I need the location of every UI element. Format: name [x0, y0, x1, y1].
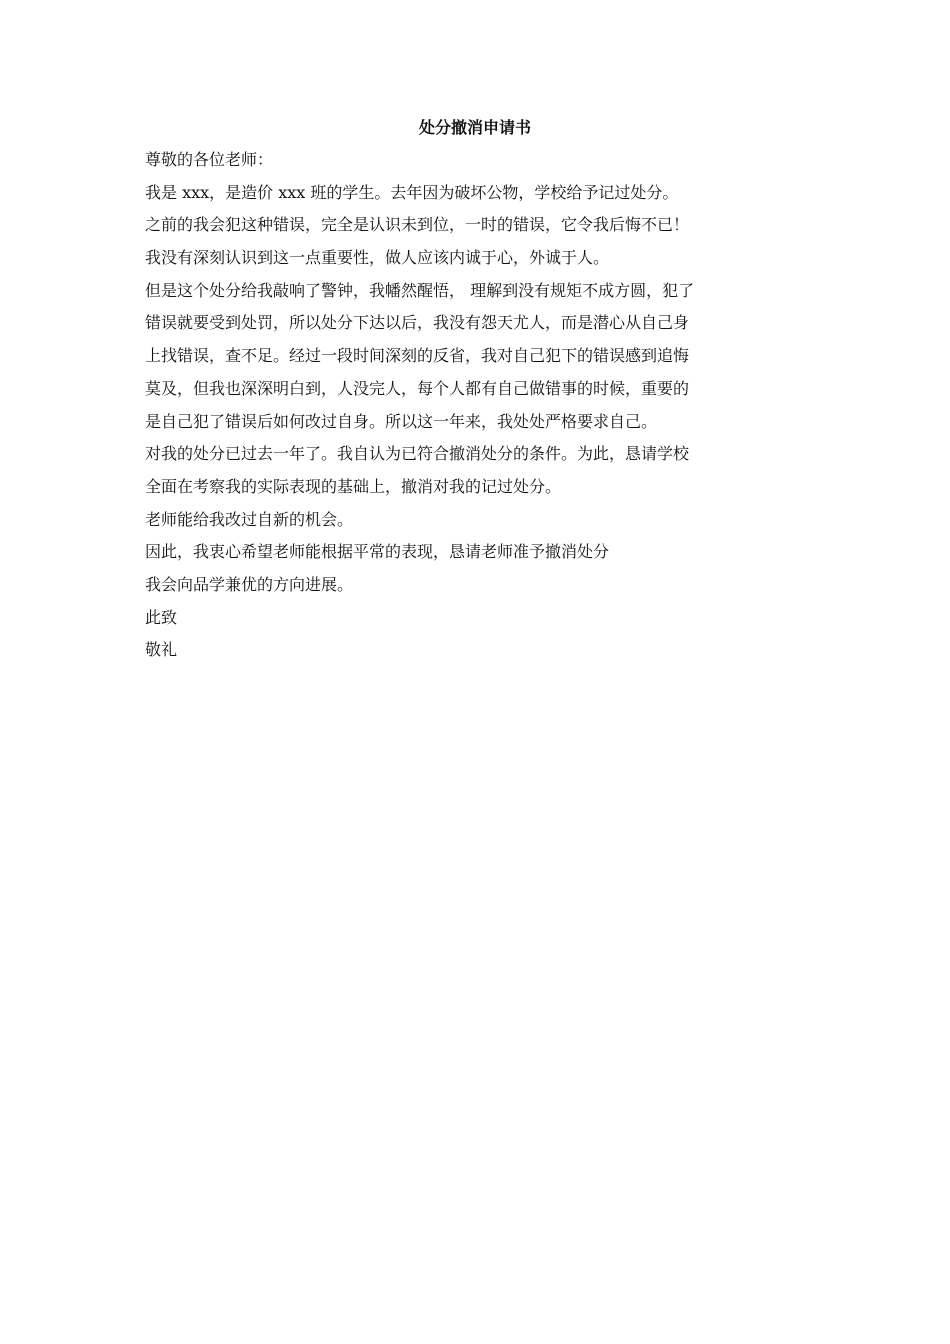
text-line: 我没有深刻认识到这一点重要性，做人应该内诚于心，外诚于人。	[145, 248, 610, 268]
text-line: 错误就要受到处罚，所以处分下达以后，我没有怨天尤人，而是潜心从自己身	[145, 313, 690, 333]
text-line: 是自己犯了错误后如何改过自身。所以这一年来，我处处严格要求自己。	[145, 411, 658, 431]
text-line: 上找错误，查不足。经过一段时间深刻的反省，我对自己犯下的错误感到追悔	[145, 346, 690, 366]
text-line: 老师能给我改过自新的机会。	[145, 509, 354, 529]
text-line: 莫及，但我也深深明白到，人没完人，每个人都有自己做错事的时候，重要的	[145, 378, 690, 398]
text-line: 我会向品学兼优的方向进展。	[145, 574, 354, 594]
text-line: 之前的我会犯这种错误，完全是认识未到位，一时的错误，它令我后悔不已！	[145, 215, 690, 235]
document-title: 处分撤消申请书	[418, 118, 531, 137]
salutation: 尊敬的各位老师：	[145, 150, 274, 169]
text-line: 我是 xxx，是造价 xxx 班的学生。去年因为破坏公物，学校给予记过处分。	[145, 182, 679, 202]
text-line: 对我的处分已过去一年了。我自认为已符合撤消处分的条件。为此，恳请学校	[145, 444, 690, 464]
closing-line: 此致	[145, 607, 178, 627]
text-line: 因此，我衷心希望老师能根据平常的表现，恳请老师准予撤消处分	[145, 542, 610, 562]
document-body	[145, 112, 805, 667]
text-line: 全面在考察我的实际表现的基础上，撤消对我的记过处分。	[145, 476, 562, 496]
text-line: 但是这个处分给我敲响了警钟，我幡然醒悟， 理解到没有规矩不成方圆，犯了	[145, 280, 695, 300]
closing-line: 敬礼	[145, 640, 178, 660]
